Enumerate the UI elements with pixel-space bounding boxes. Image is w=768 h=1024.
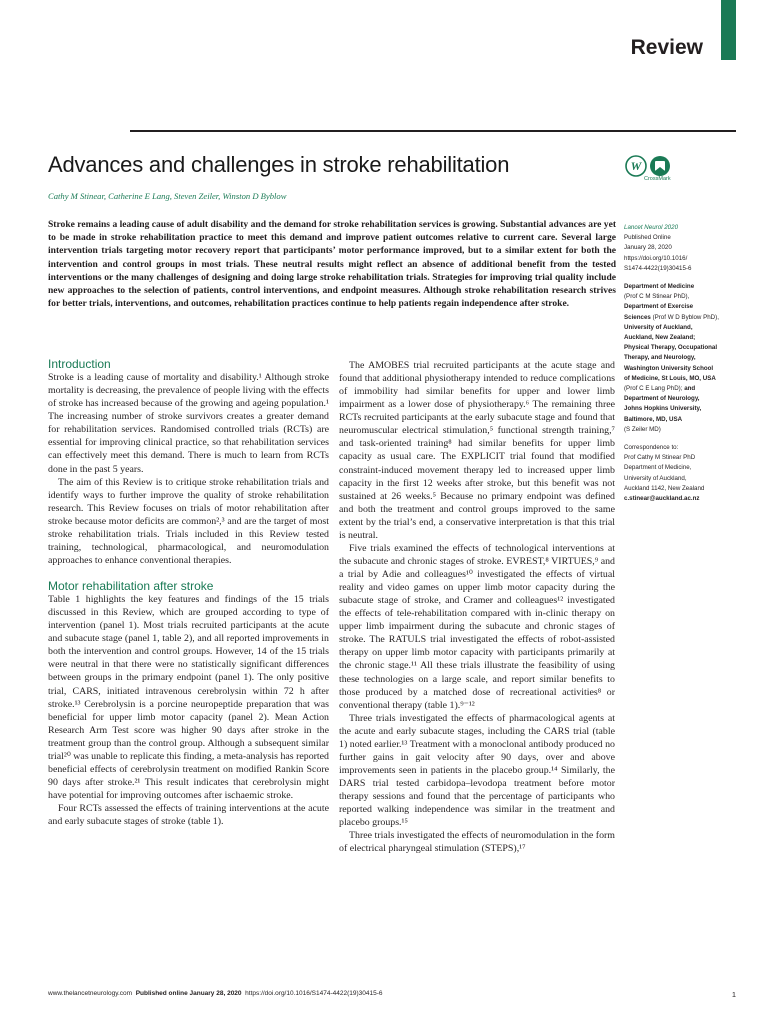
doi-line[interactable]: S1474-4422(19)30415-6 xyxy=(624,264,692,272)
article-authors: Cathy M Stinear, Catherine E Lang, Steven Zeiler, Winston D Byblow xyxy=(48,191,287,201)
article-title: Advances and challenges in stroke rehabilitation xyxy=(48,152,510,177)
published-date: January 28, 2020 xyxy=(624,244,672,252)
affiliation-name: Department of Medicine xyxy=(624,283,695,291)
heading-motor-rehabilitation: Motor rehabilitation after stroke xyxy=(48,579,214,593)
correspondence-line: Department of Medicine, xyxy=(624,464,692,472)
affiliation xyxy=(624,353,734,363)
paragraph: Three trials investigated the effects of pharmacological agents at the acute and early subacute stages, including the CARS trial (table 1) noted earlier.¹³ Treatment with a monoclonal antibody produced no further gains in gait velocity after 90 days, over and above improvements seen in patients in the placebo group.¹⁴ Similarly, the DARS trial tested carbidopa–levodopa treatment before motor therapy sessions and found that the percentage of participants who reported walking independence was similar in the treatment and placebo groups.¹⁵ xyxy=(339,712,615,829)
paragraph: Table 1 highlights the key features and findings of the 15 trials discussed in this Review, which are grouped according to type of intervention (panel 1). Most trials recruited participants at the acute and subacute stage (panel 1, table 2), and all reported improvements in both the intervention and control groups. However, 14 of the 15 trials were neutral in that there were no statistically significant differences between groups in the primary endpoint (panel 1). The only positive trial, CARS, initiated intravenous cerebrolysin within 72 h after stroke.¹³ Cerebrolysin is a porcine neuropeptide preparation that was beneficial for upper limb motor capacity (panel 2). Mean Action Research Arm Test score was higher 90 days after stroke in the treatment group than the control group. Although a subsequent similar trial²⁰ was unable to replicate this finding, a meta-analysis has reported beneficial effects of cerebrolysin treatment on modified Rankin Score 90 days after stroke.²¹ This result indicates that cerebrolysin might have potential for improving outcomes after ischaemic stroke. xyxy=(48,594,329,801)
affiliation xyxy=(624,384,734,394)
correspondence-label: Correspondence to: xyxy=(624,444,679,452)
body-column-1 xyxy=(48,358,329,828)
affiliation-name: University of Auckland, xyxy=(624,323,693,331)
section-label: Review xyxy=(630,36,703,59)
journal-citation: Lancet Neurol 2020 xyxy=(624,224,679,231)
affiliation-name: Baltimore, MD, USA xyxy=(624,415,683,423)
affiliation-name: Sciences xyxy=(624,313,651,321)
affiliation xyxy=(624,302,734,312)
affiliation-author: (Prof C M Stinear PhD), xyxy=(624,293,690,301)
affiliation xyxy=(624,333,734,343)
abstract: Stroke remains a leading cause of adult disability and the demand for stroke rehabilitation services is growing. Substantial advances are yet to be made in stroke rehabilitation practice to meet this demand and improve patient outcomes relative to current care. Several large intervention trials targeting motor recovery report that participants’ motor performance improved, but to a similar extent for both the intervention and control groups in most trials. These neutral results might reflect an absence of additional benefit from the tested interventions or the many challenges of designing and doing large stroke rehabilitation trials. Strategies for improving trial quality include new approaches to the selection of patients, control interventions, and endpoint measures. Although stroke rehabilitation research strives for better trials, interventions, and outcomes, rehabilitation practices continue to help patients regain independence after stroke. xyxy=(48,219,616,310)
sidebar-notes xyxy=(624,223,734,504)
affiliation-name: of Medicine, St Louis, MO, USA xyxy=(624,374,716,382)
affiliation-name: Washington University School xyxy=(624,364,714,372)
paragraph: The AMOBES trial recruited participants at the acute stage and found that additional physiotherapy intended to reduce complications of immobility had similar benefits for upper and lower limb impairment as a lower dose of physiotherapy.⁶ The remaining three RCTs recruited participants at the early subacute stage and found that neuromuscular electrical stimulation,⁵ functional strength training,⁷ and task-oriented training⁸ had similar benefits for upper limb capacity as usual care. The EXPLICIT trial found that modified constraint-induced movement therapy led to increased upper limb capacity in the first 12 weeks after stroke, but this benefit was not sustained at 26 weeks.⁵ Because no primary endpoint was defined and both the treatment and control groups improved to the same extent by the trial’s end, a conservative interpretation is that this trial is neutral. xyxy=(339,360,615,541)
paragraph: Four RCTs assessed the effects of training interventions at the acute and early subacute stages of stroke (table 1). xyxy=(48,803,329,828)
affiliation xyxy=(624,343,734,353)
affiliation-name: Therapy, and Neurology, xyxy=(624,354,696,362)
page-footer xyxy=(48,990,528,997)
affiliation-name: Physical Therapy, Occupational xyxy=(624,344,718,352)
svg-text:W: W xyxy=(630,159,642,173)
heading-introduction: Introduction xyxy=(48,357,111,371)
correspondence-line: University of Auckland, xyxy=(624,474,687,482)
affiliation-name: Department of Neurology, xyxy=(624,395,700,403)
affiliation-conjunction: and xyxy=(682,385,696,393)
email-link[interactable]: c.stinear@auckland.ac.nz xyxy=(624,495,700,503)
published-label: Published Online xyxy=(624,234,671,242)
page-number: 1 xyxy=(731,990,736,999)
paragraph: Three trials investigated the effects of neuromodulation in the form of electrical pharyngeal stimulation (STEPS),¹⁷ xyxy=(339,830,615,855)
paragraph: Five trials examined the effects of technological interventions at the subacute and chronic stages of stroke. EVREST,⁸ VIRTUES,⁹ and a trial by Adie and colleagues¹⁰ investigated the effects of virtual reality and video games on upper limb motor capacity during the subacute stage of stroke, and Cramer and colleagues¹² investigated the effects of tele-rehabilitation compared with in-clinic therapy on upper limb impairment during the subacute and chronic stages of stroke. The RATULS trial investigated the effects of robot-assisted therapy on upper limb motor capacity with participants primarily at the chronic stage.¹¹ All these trials illustrate the feasibility of using these technologies on a large scale, and report similar benefits to those produced by a matched dose of recreational activities⁸ or conventional therapy (table 1).⁹⁻¹² xyxy=(339,542,615,711)
doi-line[interactable]: https://doi.org/10.1016/ xyxy=(624,254,688,262)
affiliation xyxy=(624,323,734,333)
affiliation-name: Auckland, New Zealand; xyxy=(624,334,696,342)
paragraph: Stroke is a leading cause of mortality and disability.¹ Although stroke mortality is decreasing, the prevalence of people living with the effects of stroke has increased because of the growing and ageing population.¹ The increasing number of stroke survivors creates a greater demand for rehabilitation services. Randomised controlled trials (RCTs) are essential for improving clinical practice, so that rehabilitation services can effectively meet this demand. There is much to learn from RCTs done in the past 5 years. xyxy=(48,372,329,475)
affiliation-author: (Prof C E Lang PhD); xyxy=(624,385,683,393)
section-color-bar xyxy=(721,0,736,60)
affiliation xyxy=(624,404,734,414)
affiliation xyxy=(624,415,734,425)
body-column-2 xyxy=(339,359,615,855)
crossmark-icon[interactable] xyxy=(624,155,680,189)
footer-site-link[interactable]: www.thelancetneurology.com xyxy=(48,990,133,997)
correspondence-email[interactable] xyxy=(624,494,734,504)
paragraph: The aim of this Review is to critique stroke rehabilitation trials and identify ways to further improve the quality of stroke rehabilitation research. This Review focuses on trials of motor rehabilitation after stroke because motor deficits are common²,³ and are the target of most stroke rehabilitation trials. Trials included in this Review tested training, technological, pharmacological, and neuromodulation approaches to enhance conventional therapies. xyxy=(48,476,329,566)
correspondence-line: Auckland 1142, New Zealand xyxy=(624,484,705,492)
footer-doi-link[interactable]: https://doi.org/10.1016/S1474-4422(19)30415-6 xyxy=(245,990,383,997)
affiliation xyxy=(624,394,734,404)
doi-link[interactable] xyxy=(624,254,734,274)
affiliation xyxy=(624,374,734,384)
crossmark-label: CrossMark xyxy=(644,176,671,182)
affiliation xyxy=(624,364,734,374)
affiliation-name: Johns Hopkins University, xyxy=(624,405,702,413)
affiliation xyxy=(624,282,734,292)
affiliation xyxy=(624,313,734,323)
header-rule xyxy=(130,130,736,132)
footer-published: Published online January 28, 2020 xyxy=(135,990,242,997)
affiliation-author: (Prof W D Byblow PhD), xyxy=(650,313,719,321)
affiliation-name: Department of Exercise xyxy=(624,303,694,311)
correspondence-line: Prof Cathy M Stinear PhD xyxy=(624,454,696,462)
affiliation-author: (S Zeiler MD) xyxy=(624,425,661,433)
